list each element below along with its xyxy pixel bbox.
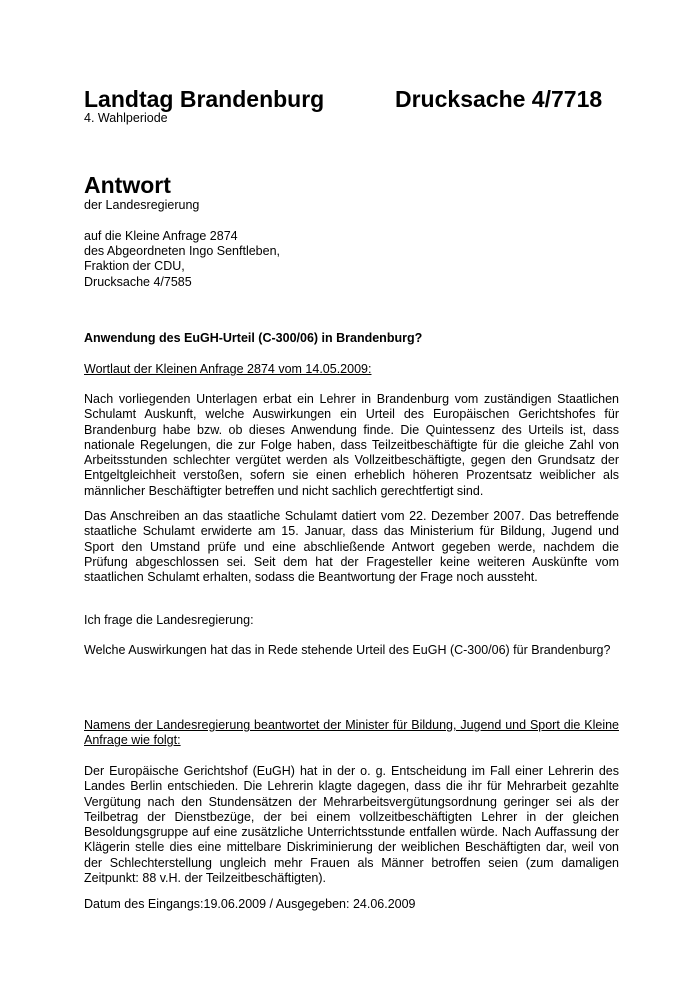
drucksache-number: Drucksache 4/7718: [395, 86, 603, 112]
question-paragraph: Nach vorliegenden Unterlagen erbat ein Lehrer in Brandenburg vom zuständigen Staatlichen Schulamt Auskunft, welche Auswirkungen ein Urteil des Europäischen Gerichtshofes für Brandenburg habe bzw. ob dieses Anwendung finde. Die Quintessenz des Urteils ist, dass nationale Regelungen, die zur Folge haben, dass Teilzeitbeschäftigte für die gleiche Zahl von Arbeitsstunden schlechter vergütet werden als Vollzeitbeschäftigte, gegen den Grundsatz der Entgeltgleichheit verstoßen, sofern sie einen erheblich höheren Prozentsatz weiblicher als männlicher Beschäftigter betreffen und nicht sachlich gerechtfertigt sind.: [84, 392, 619, 498]
reference-line: des Abgeordneten Ingo Senftleben,: [84, 244, 280, 259]
question-intro: Ich frage die Landesregierung:: [84, 613, 254, 627]
question-text: Welche Auswirkungen hat das in Rede stehende Urteil des EuGH (C-300/06) für Brandenburg?: [84, 643, 611, 657]
question-paragraph: Das Anschreiben an das staatliche Schulamt datiert vom 22. Dezember 2007. Das betreffende staatliche Schulamt erwiderte am 15. Januar, dass das Ministerium für Bildung, Jugend und Sport den Umstand prüfe und eine abschließende Antwort gegeben werde, nachdem die Prüfung abgeschlossen sei. Seit dem hat der Fragesteller keine weiteren Auskünfte vom staatlichen Schulamt erhalten, sodass die Beantwortung der Frage noch aussteht.: [84, 509, 619, 584]
reference-line: Fraktion der CDU,: [84, 259, 185, 274]
reference-line: auf die Kleine Anfrage 2874: [84, 229, 238, 243]
reference-line: Drucksache 4/7585: [84, 274, 192, 289]
footer-dates: Datum des Eingangs:19.06.2009 / Ausgegeben: 24.06.2009: [84, 897, 416, 911]
document-subheading: der Landesregierung: [84, 198, 200, 212]
wahlperiode: 4. Wahlperiode: [84, 111, 168, 125]
subject-heading: Anwendung des EuGH-Urteil (C-300/06) in Brandenburg?: [84, 331, 423, 345]
document-heading: Antwort: [84, 172, 171, 198]
landtag-title: Landtag Brandenburg: [84, 86, 325, 112]
reference-block: [84, 229, 280, 290]
question-label: Wortlaut der Kleinen Anfrage 2874 vom 14.05.2009:: [84, 362, 372, 376]
answer-paragraph: Der Europäische Gerichtshof (EuGH) hat in der o. g. Entscheidung im Fall einer Lehrerin des Landes Berlin entschieden. Die Lehrerin klagte dagegen, dass die ihr für Mehrarbeit gezahlte Vergütung nach den Stundensätzen der Mehrarbeitsvergütungsordnung geringer sei als der Teilbetrag der Dienstbezüge, der bei einem vollzeitbeschäftigten Lehrer in der gleichen Besoldungsgruppe auf eine zusätzliche Unterrichtsstunde entfallen würde. Nach Auffassung der Klägerin stelle dies eine mittelbare Diskriminierung der weiblichen Beschäftigten dar, weil von der Schlechterstellung ungleich mehr Frauen als Männer betroffen seien (zum damaligen Zeitpunkt: 88 v.H. der Teilzeitbeschäftigten).: [84, 764, 619, 885]
answer-label: Namens der Landesregierung beantwortet der Minister für Bildung, Jugend und Sport die Kleine Anfrage wie folgt:: [84, 718, 619, 748]
